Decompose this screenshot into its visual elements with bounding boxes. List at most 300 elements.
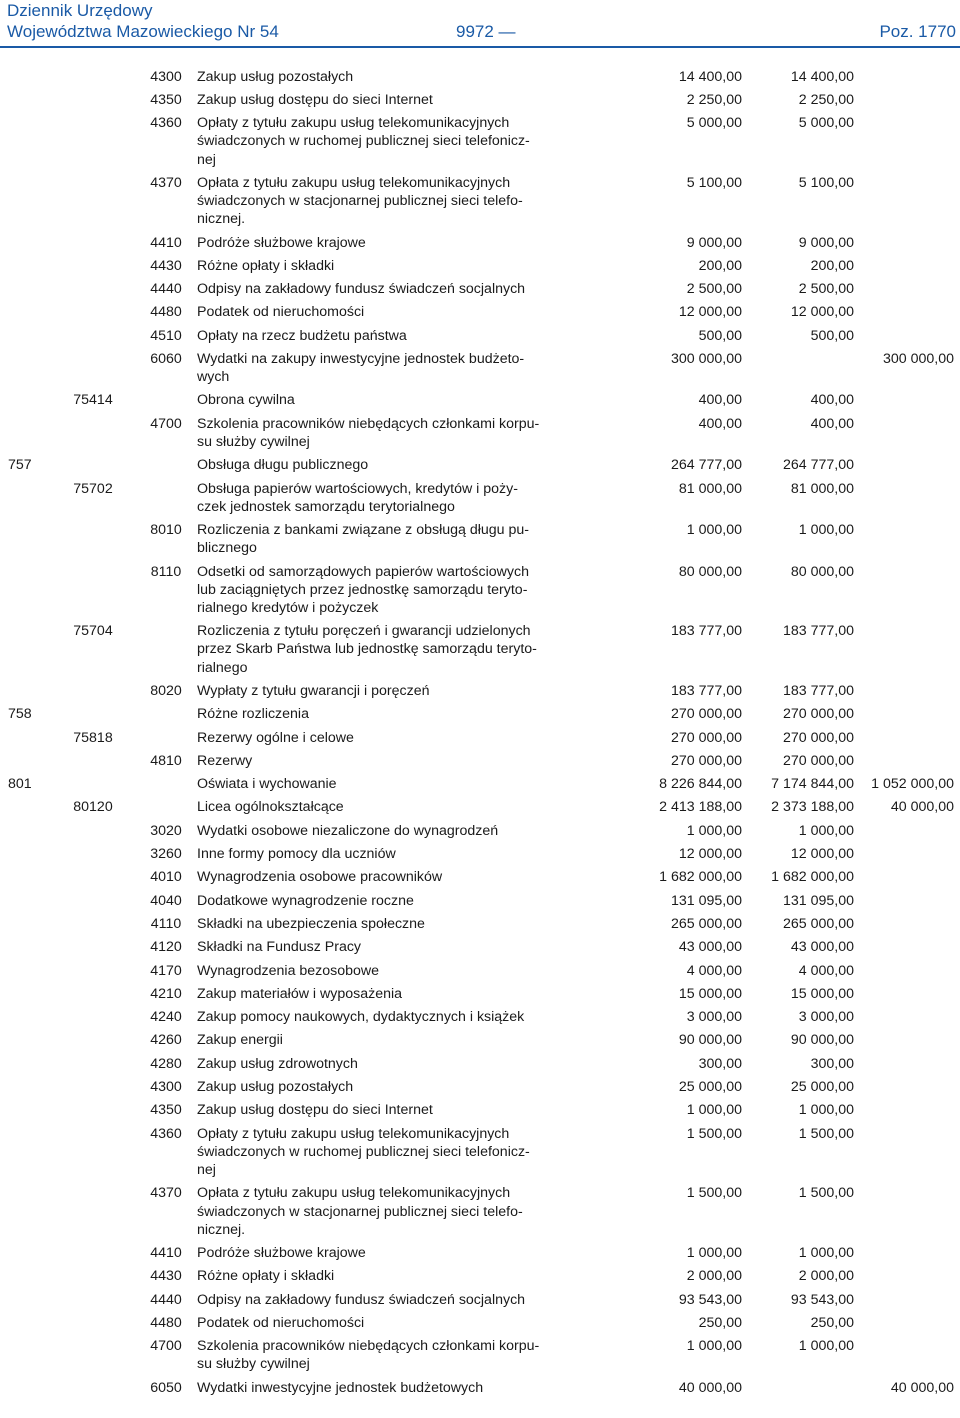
cell-amount-total: 12 000,00 [678,846,742,863]
cell-rozdzial [48,866,138,889]
cell-dzial [0,389,48,412]
cell-paragraf: 4170 [150,962,182,979]
cell-dzial [0,324,48,347]
cell-rozdzial [48,1029,138,1052]
cell-name [194,1099,600,1122]
cell-rozdzial [48,679,138,702]
cell-amount-property [854,620,960,680]
cell-paragraf: 4040 [150,892,182,909]
cell-amount-property [854,454,960,477]
table-row [0,65,960,88]
cell-paragraf: 4370 [150,1185,182,1202]
cell-amount-property: 300 000,00 [882,350,954,367]
cell-name-line: Odpisy na zakładowy fundusz świadczeń socjalnych [197,281,526,298]
table-row [0,88,960,111]
cell-amount-current: 12 000,00 [790,304,854,321]
cell-dzial [0,866,48,889]
cell-paragraf: 4810 [150,752,182,769]
cell-name-line: Odpisy na zakładowy fundusz świadczeń socjalnych [197,1291,526,1308]
cell-paragraf: 4480 [150,304,182,321]
table-row [0,171,960,231]
journal-title: Dziennik Urzędowy [7,1,153,20]
cell-paragraf: 4280 [150,1055,182,1072]
cell-rozdzial: 75818 [73,729,113,746]
cell-amount-total: 5 000,00 [686,115,742,132]
cell-name [194,912,600,935]
cell-name-line: Zakup usług dostępu do sieci Internet [197,91,433,108]
table-row [0,889,960,912]
cell-paragraf [138,703,194,726]
cell-dzial [0,519,48,561]
table-row [0,679,960,702]
cell-dzial [0,912,48,935]
cell-amount-current: 5 100,00 [798,174,854,191]
cell-amount-total: 400,00 [698,392,742,409]
cell-amount-total: 250,00 [698,1314,742,1331]
cell-amount-total: 43 000,00 [678,939,742,956]
cell-amount-property [854,819,960,842]
cell-amount-property [854,1052,960,1075]
cell-amount-property [854,1122,960,1182]
cell-dzial [0,1242,48,1265]
cell-name [194,1122,600,1182]
cell-rozdzial: 80120 [73,799,113,816]
cell-amount-total: 2 500,00 [686,281,742,298]
cell-amount-current: 9 000,00 [798,234,854,251]
cell-amount-property [854,726,960,749]
cell-dzial [0,412,48,454]
cell-dzial [0,254,48,277]
cell-amount-total: 131 095,00 [670,892,742,909]
cell-rozdzial [48,231,138,254]
cell-amount-total: 2 413 188,00 [659,799,742,816]
cell-rozdzial: 75704 [73,623,113,640]
cell-rozdzial [48,889,138,912]
cell-name [194,620,600,680]
cell-amount-property [854,1265,960,1288]
cell-name [194,703,600,726]
table-row [0,1335,960,1377]
cell-amount-current: 7 174 844,00 [771,776,854,793]
cell-amount-property [854,389,960,412]
cell-amount-total: 12 000,00 [678,304,742,321]
cell-paragraf: 6060 [150,350,182,367]
cell-amount-total: 81 000,00 [678,480,742,497]
cell-amount-current: 400,00 [810,392,854,409]
table-row [0,278,960,301]
cell-amount-total: 1 000,00 [686,1338,742,1355]
cell-name-line: Rezerwy ogólne i celowe [197,729,354,746]
cell-name-line: Różne rozliczenia [197,706,309,723]
cell-amount-current: 1 500,00 [798,1185,854,1202]
cell-rozdzial [48,324,138,347]
cell-name-line: Rozliczenia z bankami związane z obsługą długu pu- [197,522,530,539]
cell-paragraf: 8020 [150,682,182,699]
cell-name-line: Opłaty z tytułu zakupu usług telekomunikacyjnych [197,115,510,132]
cell-amount-current: 81 000,00 [790,480,854,497]
cell-name [194,560,600,620]
cell-name [194,1182,600,1242]
cell-name [194,1052,600,1075]
cell-dzial [0,1335,48,1377]
table-row [0,959,960,982]
cell-name-line: Podatek od nieruchomości [197,304,365,321]
cell-amount-property [854,679,960,702]
cell-paragraf: 4410 [150,234,182,251]
table-row [0,254,960,277]
cell-dzial [0,1376,48,1399]
cell-paragraf: 4300 [150,68,182,85]
cell-paragraf: 4010 [150,869,182,886]
cell-name [194,454,600,477]
cell-amount-total: 15 000,00 [678,985,742,1002]
cell-name [194,1265,600,1288]
cell-amount-current: 4 000,00 [798,962,854,979]
cell-name [194,1376,600,1399]
cell-rozdzial [48,88,138,111]
table-row [0,1376,960,1399]
cell-name [194,231,600,254]
cell-amount-property [854,959,960,982]
cell-amount-property [854,1099,960,1122]
cell-name [194,65,600,88]
table-row [0,1122,960,1182]
cell-amount-property: 40 000,00 [890,1379,954,1396]
cell-paragraf [138,389,194,412]
cell-name-line: Zakup usług pozostałych [197,68,354,85]
cell-amount-property [854,278,960,301]
cell-amount-total: 300,00 [698,1055,742,1072]
cell-dzial [0,1006,48,1029]
cell-name-line: Zakup usług pozostałych [197,1079,354,1096]
cell-name-line: nicznej. [197,211,246,228]
cell-name [194,1006,600,1029]
cell-amount-property [854,1029,960,1052]
page-number: 9972 — [456,22,516,41]
cell-name-line: Zakup pomocy naukowych, dydaktycznych i książek [197,1009,525,1026]
cell-dzial [0,1265,48,1288]
table-row [0,1076,960,1099]
cell-amount-current: 1 000,00 [798,1245,854,1262]
cell-rozdzial [48,1242,138,1265]
cell-rozdzial [48,1099,138,1122]
cell-name [194,88,600,111]
cell-paragraf: 6050 [150,1379,182,1396]
cell-amount-property [854,866,960,889]
cell-name [194,1029,600,1052]
table-row [0,389,960,412]
cell-name-line: Wydatki osobowe niezaliczone do wynagrodzeń [197,822,499,839]
cell-amount-property [854,324,960,347]
table-row [0,519,960,561]
cell-rozdzial [48,749,138,772]
cell-amount-total: 40 000,00 [678,1379,742,1396]
cell-name-line: Wypłaty z tytułu gwarancji i poręczeń [197,682,430,699]
cell-name-line: wych [197,369,230,386]
cell-amount-current: 270 000,00 [782,729,854,746]
cell-name-line: Obsługa papierów wartościowych, kredytów i poży- [197,480,518,497]
cell-rozdzial [48,454,138,477]
cell-amount-total: 1 000,00 [686,822,742,839]
cell-amount-total: 400,00 [698,415,742,432]
cell-amount-current: 400,00 [810,415,854,432]
cell-paragraf: 3020 [150,822,182,839]
cell-rozdzial [48,519,138,561]
cell-amount-property [854,171,960,231]
cell-name-line: lub zaciągniętych przez jednostkę samorządu teryto- [197,581,528,598]
cell-name-line: Opłata z tytułu zakupu usług telekomunikacyjnych [197,1185,511,1202]
cell-amount-property [854,889,960,912]
table-row [0,726,960,749]
table-row [0,982,960,1005]
cell-amount-property [854,231,960,254]
cell-amount-total: 25 000,00 [678,1079,742,1096]
cell-amount-total: 1 000,00 [686,1102,742,1119]
cell-dzial [0,679,48,702]
cell-dzial [0,1052,48,1075]
cell-name-line: Wydatki inwestycyjne jednostek budżetowych [197,1379,484,1396]
cell-rozdzial [48,959,138,982]
table-row [0,912,960,935]
table-row [0,620,960,680]
cell-name-line: Odsetki od samorządowych papierów wartościowych [197,563,529,580]
cell-amount-current: 131 095,00 [782,892,854,909]
cell-amount-current: 1 500,00 [798,1125,854,1142]
cell-rozdzial [48,1311,138,1334]
table-row [0,477,960,519]
cell-amount-total: 300 000,00 [670,350,742,367]
cell-amount-total: 270 000,00 [670,729,742,746]
cell-amount-total: 1 500,00 [686,1125,742,1142]
cell-amount-total: 500,00 [698,327,742,344]
cell-rozdzial [48,936,138,959]
cell-amount-total: 264 777,00 [670,457,742,474]
cell-paragraf: 8110 [150,563,182,580]
cell-paragraf [138,454,194,477]
cell-amount-total: 2 250,00 [686,91,742,108]
cell-paragraf: 4210 [150,985,182,1002]
cell-name-line: świadczonych w ruchomej publicznej sieci telefonicz- [197,1143,530,1160]
cell-rozdzial [48,1122,138,1182]
cell-rozdzial [48,254,138,277]
table-row [0,1029,960,1052]
cell-amount-current: 90 000,00 [790,1032,854,1049]
cell-amount-current: 5 000,00 [798,115,854,132]
cell-amount-current: 264 777,00 [782,457,854,474]
cell-paragraf: 4510 [150,327,182,344]
cell-dzial [0,819,48,842]
cell-amount-current: 14 400,00 [790,68,854,85]
cell-name-line: Opłaty z tytułu zakupu usług telekomunikacyjnych [197,1125,510,1142]
cell-amount-total: 9 000,00 [686,234,742,251]
cell-paragraf: 4440 [150,1291,182,1308]
cell-name-line: Rezerwy [197,752,253,769]
cell-name [194,112,600,172]
cell-amount-current: 183 777,00 [782,623,854,640]
cell-rozdzial [48,560,138,620]
table-row [0,454,960,477]
cell-paragraf: 4410 [150,1245,182,1262]
cell-amount-current: 265 000,00 [782,915,854,932]
cell-rozdzial [48,1265,138,1288]
cell-dzial [0,347,48,389]
table-row [0,936,960,959]
budget-table [0,65,960,1400]
cell-dzial [0,726,48,749]
cell-amount-property [854,254,960,277]
cell-amount-total: 93 543,00 [678,1291,742,1308]
cell-name-line: Licea ogólnokształcące [197,799,344,816]
cell-amount-current: 500,00 [810,327,854,344]
cell-dzial [0,936,48,959]
cell-name [194,477,600,519]
cell-name [194,301,600,324]
cell-amount-property [854,912,960,935]
cell-paragraf [138,796,194,819]
cell-rozdzial [48,347,138,389]
table-row [0,1288,960,1311]
cell-paragraf: 4350 [150,1102,182,1119]
cell-amount-property: 1 052 000,00 [871,776,954,793]
cell-amount-total: 183 777,00 [670,682,742,699]
cell-amount-current: 300,00 [810,1055,854,1072]
cell-dzial [0,477,48,519]
cell-name [194,749,600,772]
cell-amount-property [854,1076,960,1099]
cell-name-line: Dodatkowe wynagrodzenie roczne [197,892,414,909]
cell-dzial [0,112,48,172]
table-row [0,1182,960,1242]
table-row [0,866,960,889]
cell-amount-total: 4 000,00 [686,962,742,979]
cell-name-line: su służby cywilnej [197,433,310,450]
cell-amount-current: 270 000,00 [782,706,854,723]
cell-paragraf: 4240 [150,1009,182,1026]
cell-amount-current: 93 543,00 [790,1291,854,1308]
cell-amount-current: 1 000,00 [798,522,854,539]
cell-rozdzial [48,1335,138,1377]
cell-name [194,324,600,347]
cell-name [194,1242,600,1265]
cell-amount-total: 3 000,00 [686,1009,742,1026]
cell-name-line: Szkolenia pracowników niebędących członkami korpu- [197,1338,540,1355]
cell-rozdzial [48,1076,138,1099]
cell-amount-property [854,1335,960,1377]
cell-name-line: Różne opłaty i składki [197,257,335,274]
voivodeship-issue: Województwa Mazowieckiego Nr 54 [7,22,279,41]
cell-amount-property [854,1288,960,1311]
cell-paragraf: 4260 [150,1032,182,1049]
cell-amount-current: 250,00 [810,1314,854,1331]
cell-name-line: Inne formy pomocy dla uczniów [197,846,396,863]
cell-amount-property [854,843,960,866]
cell-name-line: Podróże służbowe krajowe [197,1245,366,1262]
cell-amount-current: 183 777,00 [782,682,854,699]
cell-rozdzial: 75702 [73,480,113,497]
cell-name-line: Wydatki na zakupy inwestycyjne jednostek budżeto- [197,350,525,367]
cell-dzial [0,796,48,819]
cell-rozdzial [48,1288,138,1311]
cell-paragraf: 4370 [150,174,182,191]
cell-paragraf: 4700 [150,1338,182,1355]
cell-dzial [0,278,48,301]
cell-paragraf: 4360 [150,115,182,132]
cell-name [194,1288,600,1311]
cell-name-line: Podróże służbowe krajowe [197,234,366,251]
cell-rozdzial [48,1006,138,1029]
cell-paragraf: 4300 [150,1079,182,1096]
table-row [0,301,960,324]
cell-dzial [0,1182,48,1242]
cell-dzial [0,1076,48,1099]
cell-dzial [0,65,48,88]
cell-amount-total: 8 226 844,00 [659,776,742,793]
cell-dzial [0,1099,48,1122]
cell-name [194,389,600,412]
cell-dzial [0,1288,48,1311]
cell-dzial [0,171,48,231]
cell-paragraf [138,773,194,796]
cell-name-line: Oświata i wychowanie [197,776,337,793]
cell-amount-property [854,560,960,620]
cell-name-line: nej [197,1162,216,1179]
cell-amount-current: 1 000,00 [798,1338,854,1355]
cell-rozdzial [48,1376,138,1399]
cell-dzial [0,231,48,254]
cell-amount-current: 1 000,00 [798,1102,854,1119]
cell-paragraf: 8010 [150,522,182,539]
cell-dzial [0,982,48,1005]
cell-amount-current: 1 682 000,00 [771,869,854,886]
cell-amount-current: 2 373 188,00 [771,799,854,816]
cell-name [194,254,600,277]
cell-dzial [0,620,48,680]
cell-name [194,519,600,561]
cell-rozdzial [48,112,138,172]
cell-rozdzial [48,412,138,454]
cell-amount-total: 265 000,00 [670,915,742,932]
cell-amount-property [854,1242,960,1265]
cell-name-line: Zakup energii [197,1032,283,1049]
cell-paragraf: 4120 [150,939,182,956]
cell-amount-total: 270 000,00 [670,706,742,723]
cell-amount-property [854,936,960,959]
cell-name-line: nej [197,151,216,168]
cell-amount-property [854,749,960,772]
page-header [0,0,960,46]
table-row [0,412,960,454]
cell-name-line: Opłata z tytułu zakupu usług telekomunikacyjnych [197,174,511,191]
cell-name [194,171,600,231]
cell-amount-property [854,477,960,519]
table-row [0,1265,960,1288]
cell-name-line: Zakup usług dostępu do sieci Internet [197,1102,433,1119]
cell-paragraf [138,620,194,680]
table-row [0,1006,960,1029]
cell-name-line: Zakup materiałów i wyposażenia [197,985,403,1002]
table-row [0,843,960,866]
budget-table-body [0,65,960,1400]
cell-name [194,796,600,819]
cell-name-line: Wynagrodzenia osobowe pracowników [197,869,443,886]
cell-rozdzial [48,1052,138,1075]
cell-paragraf [138,726,194,749]
cell-name-line: Obsługa długu publicznego [197,457,369,474]
cell-amount-total: 1 682 000,00 [659,869,742,886]
table-row [0,703,960,726]
table-row [0,796,960,819]
cell-name-line: Zakup usług zdrowotnych [197,1055,358,1072]
